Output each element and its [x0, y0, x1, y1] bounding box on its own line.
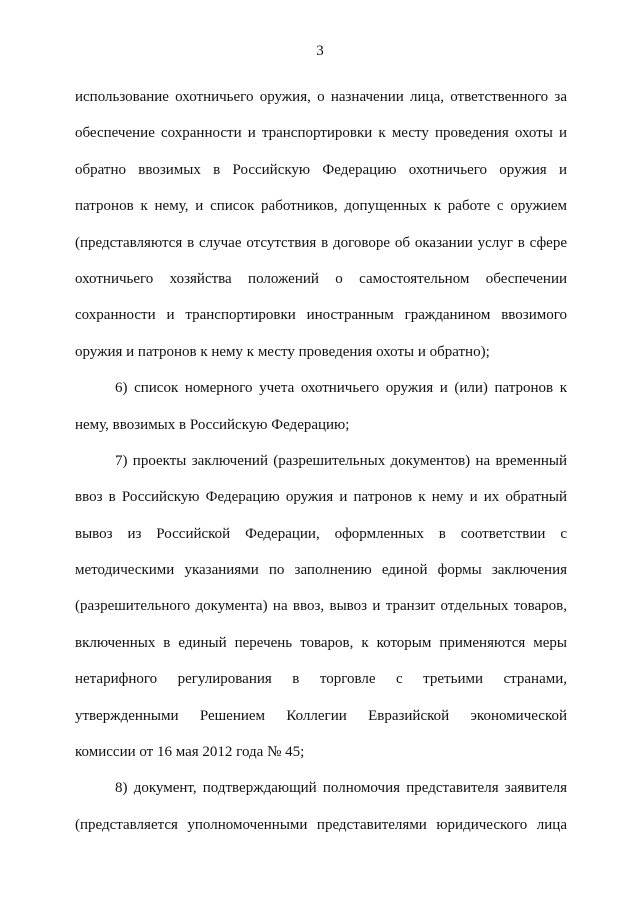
text-line: 8) документ, подтверждающий полномочия представителя заявителя	[115, 780, 567, 797]
text-line: вывоз из Российской Федерации, оформленных в соответствии с	[75, 525, 567, 542]
paragraph-item-8	[75, 770, 567, 843]
text-line: методическими указаниями по заполнению единой формы заключения	[75, 562, 567, 579]
text-line: использование охотничьего оружия, о назначении лица, ответственного за	[75, 89, 567, 105]
paragraph-item-6	[75, 370, 567, 443]
text-line: обеспечение сохранности и транспортировки к месту проведения охоты и	[75, 125, 567, 142]
text-line: патронов к нему, и список работников, допущенных к работе с оружием	[75, 198, 567, 215]
text-line: ввоз в Российскую Федерацию оружия и патронов к нему и их обратный	[75, 489, 567, 506]
text-line: (представляются в случае отсутствия в договоре об оказании услуг в сфере	[75, 234, 567, 251]
paragraph-item-7	[75, 443, 567, 771]
text-line: охотничьего хозяйства положений о самостоятельном обеспечении	[75, 270, 567, 287]
paragraph-continuation	[75, 79, 567, 370]
text-line: (разрешительного документа) на ввоз, вывоз и транзит отдельных товаров,	[75, 598, 567, 615]
text-line: 7) проекты заключений (разрешительных документов) на временный	[115, 452, 567, 469]
text-line: (представляется уполномоченными представителями юридического лица	[75, 816, 567, 833]
page-number: 3	[316, 43, 324, 59]
text-line: 6) список номерного учета охотничьего оружия и (или) патронов к	[115, 380, 567, 397]
text-line: утвержденными Решением Коллегии Евразийской экономической	[75, 707, 567, 724]
text-line: сохранности и транспортировки иностранным гражданином ввозимого	[75, 307, 567, 324]
text-line: обратно ввозимых в Российскую Федерацию охотничьего оружия и	[75, 161, 567, 178]
text-line: оружия и патронов к нему к месту проведения охоты и обратно);	[75, 343, 490, 360]
text-line: нему, ввозимых в Российскую Федерацию;	[75, 416, 350, 433]
text-line: комиссии от 16 мая 2012 года № 45;	[75, 744, 305, 761]
text-line: включенных в единый перечень товаров, к которым применяются меры	[75, 634, 567, 651]
text-line: нетарифного регулирования в торговле с третьими странами,	[75, 671, 567, 688]
document-body	[75, 79, 567, 843]
